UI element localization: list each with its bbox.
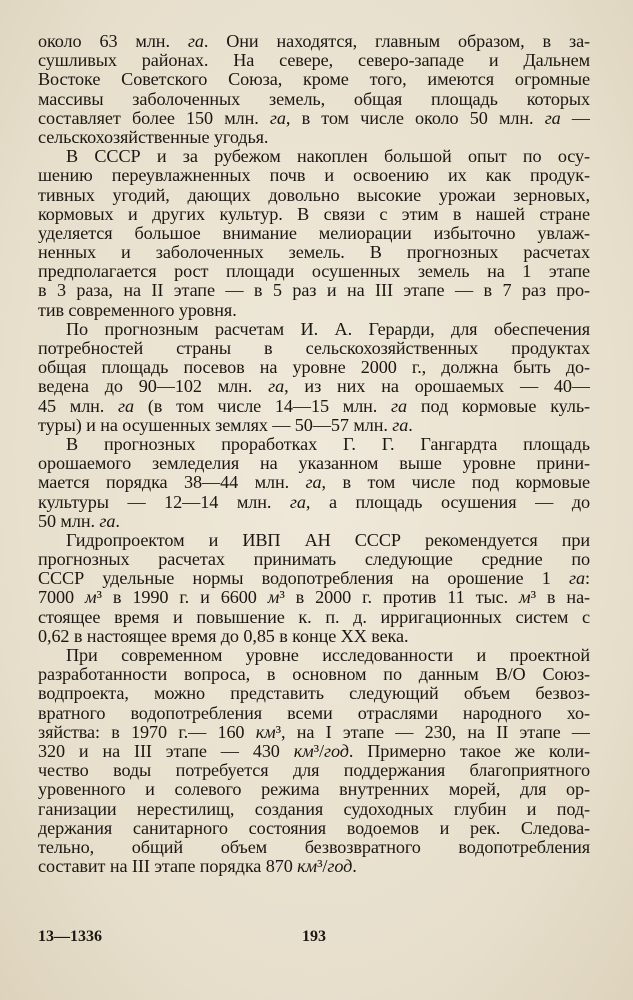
- text-line: уровенного и солевого режима внутренних морей, для ор-: [38, 780, 590, 800]
- text-line: мается порядка 38—44 млн. га, в том числе под кормовые: [38, 473, 590, 493]
- text-line: составляет более 150 млн. га, в том числе около 50 млн. га —: [38, 108, 590, 128]
- text-line: кормовых и других культур. В связи с этим в нашей стране: [38, 204, 590, 224]
- text-line: составит на III этапе порядка 870 км³/год.: [38, 857, 357, 877]
- text-line: сельскохозяйственные угодья.: [38, 127, 269, 147]
- text-line: общая площадь посевов на уровне 2000 г., должна быть до-: [38, 358, 590, 378]
- text-line: ведена до 90—102 млн. га, из них на орошаемых — 40—: [38, 377, 590, 397]
- text-line: При современном уровне исследованности и проектной: [66, 646, 590, 665]
- text-line: водпроекта, можно представить следующий объем безвоз-: [38, 684, 590, 704]
- text-line: разработанности вопроса, в основном по данным В/О Союз-: [38, 665, 590, 685]
- text-line: предполагается рост площади осушенных земель на 1 этапе: [38, 262, 590, 282]
- text-line: 50 млн. га.: [38, 511, 120, 531]
- text-line: По прогнозным расчетам И. А. Герарди, для обеспечения: [66, 319, 590, 339]
- text-line: вратного водопотребления всеми отраслями народного хо-: [38, 703, 590, 723]
- text-line: стоящее время и повышение к. п. д. ирригационных систем с: [38, 607, 590, 627]
- text-line: потребностей страны в сельскохозяйственных продуктах: [38, 339, 590, 358]
- text-line: ненных и заболоченных земель. В прогнозных расчетах: [38, 243, 590, 263]
- text-line: 7000 м³ в 1990 г. и 6600 м³ в 2000 г. против 11 тыс. м³ в на-: [38, 588, 590, 608]
- text-line: около 63 млн. га. Они находятся, главным образом, в за-: [38, 32, 590, 51]
- text-line: 0,62 в настоящее время до 0,85 в конце XX века.: [38, 626, 409, 646]
- text-line: туры) и на осушенных землях — 50—57 млн. га.: [38, 415, 413, 435]
- text-line: шению переувлажненных почв и освоению их как продук-: [38, 166, 590, 186]
- text-line: В прогнозных проработках Г. Г. Гангардта площадь: [66, 434, 590, 454]
- text-line: СССР удельные нормы водопотребления на орошение 1 га:: [38, 569, 590, 589]
- page-number: 193: [302, 928, 326, 945]
- text-line: держания санитарного состояния водоемов и рек. Следова-: [38, 818, 590, 838]
- text-line: В СССР и за рубежом накоплен большой опыт по осу-: [66, 147, 590, 167]
- text-line: прогнозных расчетах принимать следующие средние по: [38, 550, 590, 570]
- text-line: тив современного уровня.: [38, 300, 237, 320]
- text-line: 45 млн. га (в том числе 14—15 млн. га под кормовые куль-: [38, 396, 590, 416]
- text-line: массивы заболоченных земель, общая площадь которых: [38, 89, 590, 109]
- text-line: Гидропроектом и ИВП АН СССР рекомендуется при: [66, 530, 590, 550]
- text-line: 320 и на III этапе — 430 км³/год. Примерно такое же коли-: [38, 741, 590, 761]
- text-line: орошаемого земледелия на указанном выше уровне прини-: [38, 454, 590, 474]
- page-footer: [38, 928, 590, 950]
- text-line: Востоке Советского Союза, кроме того, имеются огромные: [38, 70, 590, 90]
- printer-signature: 13—1336: [38, 928, 102, 945]
- text-line: в 3 раза, на II этапе — в 5 раз и на III этапе — в 7 раз про-: [38, 281, 590, 301]
- text-line: культуры — 12—14 млн. га, а площадь осушения — до: [38, 492, 590, 512]
- text-line: ганизации нерестилищ, создания судоходных глубин и под-: [38, 799, 590, 819]
- text-line: тельно, общий объем безвозвратного водопотребления: [38, 837, 590, 857]
- text-line: тивных угодий, дающих довольно высокие урожаи зерновых,: [38, 185, 590, 205]
- text-line: сушливых районах. На севере, северо-западе и Дальнем: [38, 51, 590, 71]
- text-line: уделяется большое внимание мелиорации избыточно увлаж-: [38, 223, 590, 243]
- body-text: [38, 32, 590, 876]
- text-line: зяйства: в 1970 г.— 160 км³, на I этапе — 230, на II этапе —: [38, 722, 590, 742]
- text-line: чество воды потребуется для поддержания благоприятного: [38, 761, 590, 781]
